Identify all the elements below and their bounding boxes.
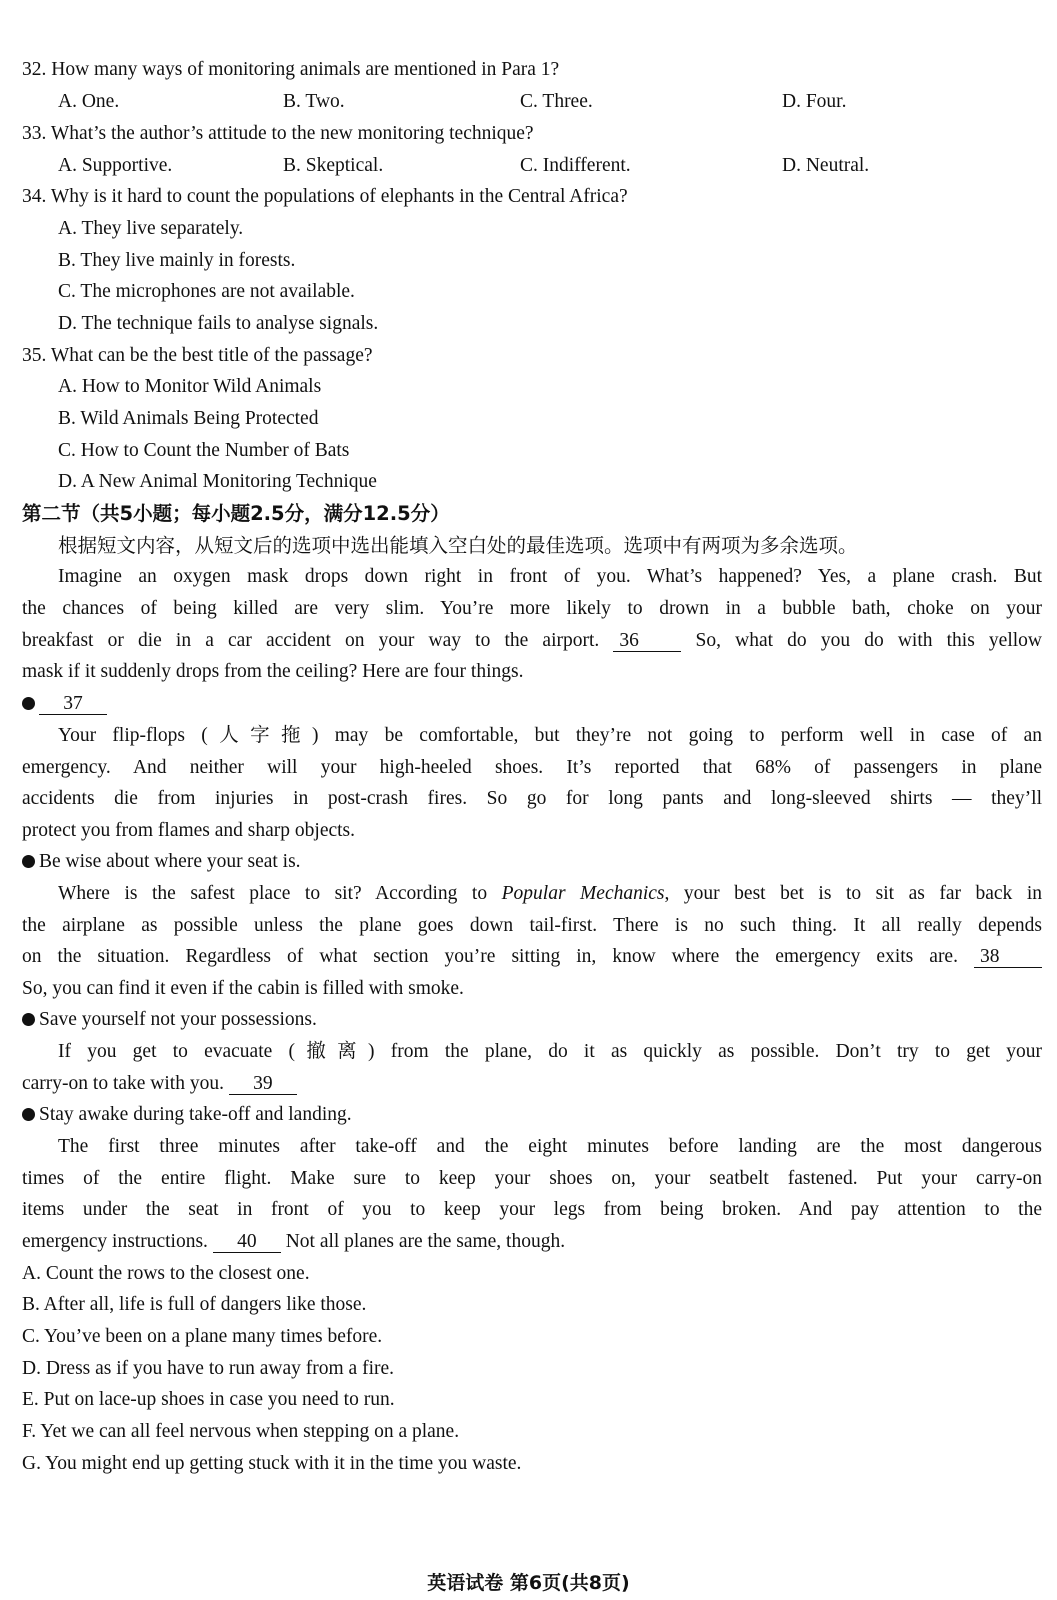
choice-a[interactable]: A. Count the rows to the closest one. [22,1263,310,1284]
option-d[interactable]: D. A New Animal Monitoring Technique [58,471,377,492]
option-d[interactable]: D. Four. [782,91,847,112]
blank-40[interactable]: 40 [213,1232,281,1253]
subheading-text: Stay awake during take-off and landing. [39,1104,352,1125]
option-d[interactable]: D. Neutral. [782,155,870,176]
passage-line: Your flip-flops (人字拖) may be comfortable, but they’re not going to perform well in case of an [58,725,1042,746]
passage-line: the airplane as possible unless the plane goes down tail-first. There is no such thing. It all really depends [22,915,1042,936]
choice-d[interactable]: D. Dress as if you have to run away from a fire. [22,1358,395,1379]
passage-line: times of the entire flight. Make sure to keep your shoes on, your seatbelt fastened. Put your carry-on [22,1168,1042,1189]
option-b[interactable]: B. Skeptical. [283,155,384,176]
option-c[interactable]: C. The microphones are not available. [58,281,355,302]
passage-text: carry-on to take with you. [22,1073,224,1094]
section-instruction: 根据短文内容，从短文后的选项中选出能填入空白处的最佳选项。选项中有两项为多余选项。 [58,534,858,557]
passage-text: Where is the safest place to sit? According to [58,883,488,904]
passage-line [22,629,1042,653]
option-a[interactable]: A. One. [58,91,120,112]
option-c[interactable]: C. Indifferent. [520,155,631,176]
bullet-icon [22,1013,35,1026]
heading-37 [22,692,107,716]
choice-e[interactable]: E. Put on lace-up shoes in case you need to run. [22,1389,395,1410]
blank-36[interactable]: 36 [613,631,681,652]
option-a[interactable]: A. They live separately. [58,218,244,239]
passage-text: , your best bet is to sit as far back in [664,883,1042,904]
blank-39[interactable]: 39 [229,1074,297,1095]
choice-f[interactable]: F. Yet we can all feel nervous when stepping on a plane. [22,1421,460,1442]
option-b[interactable]: B. Two. [283,91,345,112]
subheading [22,1008,317,1032]
passage-line: the chances of being killed are very slim. You’re more likely to drown in a bubble bath, choke on your [22,598,1042,619]
option-a[interactable]: A. Supportive. [58,155,173,176]
passage-text: breakfast or die in a car accident on your way to the airport. [22,630,600,651]
choice-g[interactable]: G. You might end up getting stuck with it in the time you waste. [22,1453,522,1474]
blank-38[interactable]: 38 [974,947,1042,968]
bullet-icon [22,855,35,868]
subheading [22,850,301,874]
passage-line [22,945,1042,969]
passage-line: accidents die from injuries in post-crash fires. So go for long pants and long-sleeved shirts — they’ll [22,788,1042,809]
passage-text: emergency instructions. [22,1231,208,1252]
option-b[interactable]: B. Wild Animals Being Protected [58,408,319,429]
passage-line: items under the seat in front of you to keep your legs from being broken. And pay attention to the [22,1199,1042,1220]
passage-line [22,1072,297,1096]
passage-line: protect you from flames and sharp objects. [22,820,356,841]
question-34: 34. Why is it hard to count the populations of elephants in the Central Africa? [22,186,628,207]
subheading [22,1103,352,1127]
question-33: 33. What’s the author’s attitude to the new monitoring technique? [22,123,534,144]
source-title: Popular Mechanics [501,883,665,904]
passage-line: emergency. And neither will your high-heeled shoes. It’s reported that 68% of passengers in plane [22,757,1042,778]
passage-line [22,1230,565,1254]
bullet-icon [22,697,35,710]
passage-text: So, what do you do with this yellow [695,630,1043,651]
page-footer: 英语试卷 第6页(共8页) [427,1572,630,1594]
passage-line: The first three minutes after take-off and the eight minutes before landing are the most dangerous [58,1136,1042,1157]
question-35: 35. What can be the best title of the passage? [22,345,373,366]
passage-text: Not all planes are the same, though. [285,1231,566,1252]
subheading-text: Save yourself not your possessions. [39,1009,317,1030]
subheading-text: Be wise about where your seat is. [39,851,301,872]
blank-37[interactable]: 37 [39,694,107,715]
choice-c[interactable]: C. You’ve been on a plane many times before. [22,1326,383,1347]
choice-b[interactable]: B. After all, life is full of dangers like those. [22,1294,367,1315]
passage-line: If you get to evacuate (撤离) from the plane, do it as quickly as possible. Don’t try to get your [58,1041,1042,1062]
passage-line: Imagine an oxygen mask drops down right in front of you. What’s happened? Yes, a plane crash. But [58,566,1042,587]
passage-text: on the situation. Regardless of what section you’re sitting in, know where the emergency exits are. [22,946,958,967]
option-c[interactable]: C. Three. [520,91,593,112]
question-32: 32. How many ways of monitoring animals are mentioned in Para 1? [22,59,560,80]
passage-line [58,882,1042,906]
bullet-icon [22,1108,35,1121]
option-b[interactable]: B. They live mainly in forests. [58,250,296,271]
passage-line: mask if it suddenly drops from the ceiling? Here are four things. [22,661,524,682]
option-c[interactable]: C. How to Count the Number of Bats [58,440,350,461]
option-a[interactable]: A. How to Monitor Wild Animals [58,376,322,397]
option-d[interactable]: D. The technique fails to analyse signals. [58,313,379,334]
section-heading: 第二节（共5小题；每小题2.5分，满分12.5分） [22,502,450,525]
passage-line: So, you can find it even if the cabin is filled with smoke. [22,978,464,999]
